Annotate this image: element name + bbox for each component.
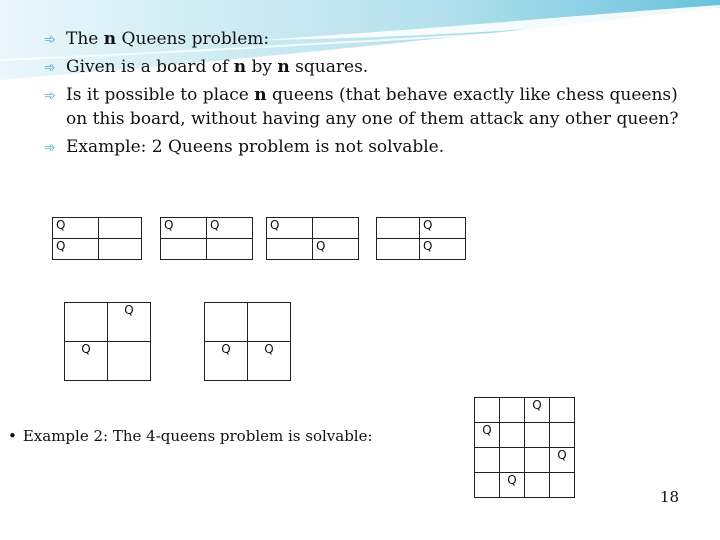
queen-cell: Q bbox=[420, 218, 466, 239]
empty-cell bbox=[108, 342, 151, 381]
bullet-arrow-icon: ➾ bbox=[44, 140, 56, 156]
queen-cell: Q bbox=[267, 218, 313, 239]
queen-cell: Q bbox=[205, 342, 248, 381]
bullet-text: The bbox=[66, 29, 104, 49]
empty-cell bbox=[313, 218, 359, 239]
board-2x2-d bbox=[376, 217, 466, 260]
empty-cell bbox=[377, 239, 420, 260]
queen-cell: Q bbox=[161, 218, 207, 239]
queen-cell: Q bbox=[108, 303, 151, 342]
empty-cell bbox=[500, 448, 525, 473]
bullet-text: by bbox=[246, 57, 278, 77]
board-2x2-e bbox=[64, 302, 151, 381]
bullet-item bbox=[44, 27, 684, 51]
bullet-arrow-icon: ➾ bbox=[44, 32, 56, 48]
bullet-text: Example: 2 Queens problem is not solvable. bbox=[66, 137, 445, 157]
bullet-item bbox=[44, 135, 684, 159]
example-2-text: Example 2: The 4-queens problem is solvable: bbox=[22, 427, 373, 445]
queen-cell: Q bbox=[65, 342, 108, 381]
empty-cell bbox=[475, 448, 500, 473]
bullet-emphasis: n bbox=[277, 57, 290, 77]
empty-cell bbox=[550, 398, 575, 423]
bullet-dot: • bbox=[8, 427, 17, 445]
empty-cell bbox=[500, 423, 525, 448]
empty-cell bbox=[377, 218, 420, 239]
bullet-item bbox=[44, 55, 684, 79]
bullet-emphasis: n bbox=[254, 85, 267, 105]
queen-cell: Q bbox=[53, 239, 99, 260]
example-2-caption bbox=[8, 427, 373, 445]
empty-cell bbox=[248, 303, 291, 342]
empty-cell bbox=[161, 239, 207, 260]
bullet-list bbox=[44, 27, 684, 163]
queen-cell: Q bbox=[525, 398, 550, 423]
empty-cell bbox=[475, 398, 500, 423]
board-2x2-c bbox=[266, 217, 359, 260]
empty-cell bbox=[99, 218, 142, 239]
page-number: 18 bbox=[660, 488, 680, 506]
queen-cell: Q bbox=[550, 448, 575, 473]
queen-cell: Q bbox=[500, 473, 525, 498]
bullet-emphasis: n bbox=[103, 29, 117, 49]
queen-cell: Q bbox=[475, 423, 500, 448]
bullet-text: squares. bbox=[289, 57, 369, 77]
queen-cell: Q bbox=[53, 218, 99, 239]
bullet-item bbox=[44, 83, 684, 131]
bullet-text: Is it possible to place bbox=[66, 85, 255, 105]
empty-cell bbox=[500, 398, 525, 423]
empty-cell bbox=[207, 239, 253, 260]
empty-cell bbox=[475, 473, 500, 498]
board-4x4 bbox=[474, 397, 575, 498]
empty-cell bbox=[550, 423, 575, 448]
empty-cell bbox=[550, 473, 575, 498]
queen-cell: Q bbox=[248, 342, 291, 381]
board-2x2-a bbox=[52, 217, 142, 260]
bullet-arrow-icon: ➾ bbox=[44, 88, 56, 104]
empty-cell bbox=[525, 448, 550, 473]
empty-cell bbox=[267, 239, 313, 260]
queen-cell: Q bbox=[207, 218, 253, 239]
empty-cell bbox=[99, 239, 142, 260]
bullet-text: Given is a board of bbox=[66, 57, 234, 77]
empty-cell bbox=[65, 303, 108, 342]
bullet-arrow-icon: ➾ bbox=[44, 60, 56, 76]
empty-cell bbox=[525, 473, 550, 498]
bullet-text: queens (that behave exactly like chess queens) on this board, without having any one of them attack any other queen? bbox=[66, 85, 679, 129]
queen-cell: Q bbox=[313, 239, 359, 260]
board-2x2-f bbox=[204, 302, 291, 381]
queen-cell: Q bbox=[420, 239, 466, 260]
empty-cell bbox=[525, 423, 550, 448]
empty-cell bbox=[205, 303, 248, 342]
bullet-emphasis: n bbox=[233, 57, 247, 77]
bullet-text: Queens problem: bbox=[116, 29, 270, 49]
board-2x2-b bbox=[160, 217, 253, 260]
